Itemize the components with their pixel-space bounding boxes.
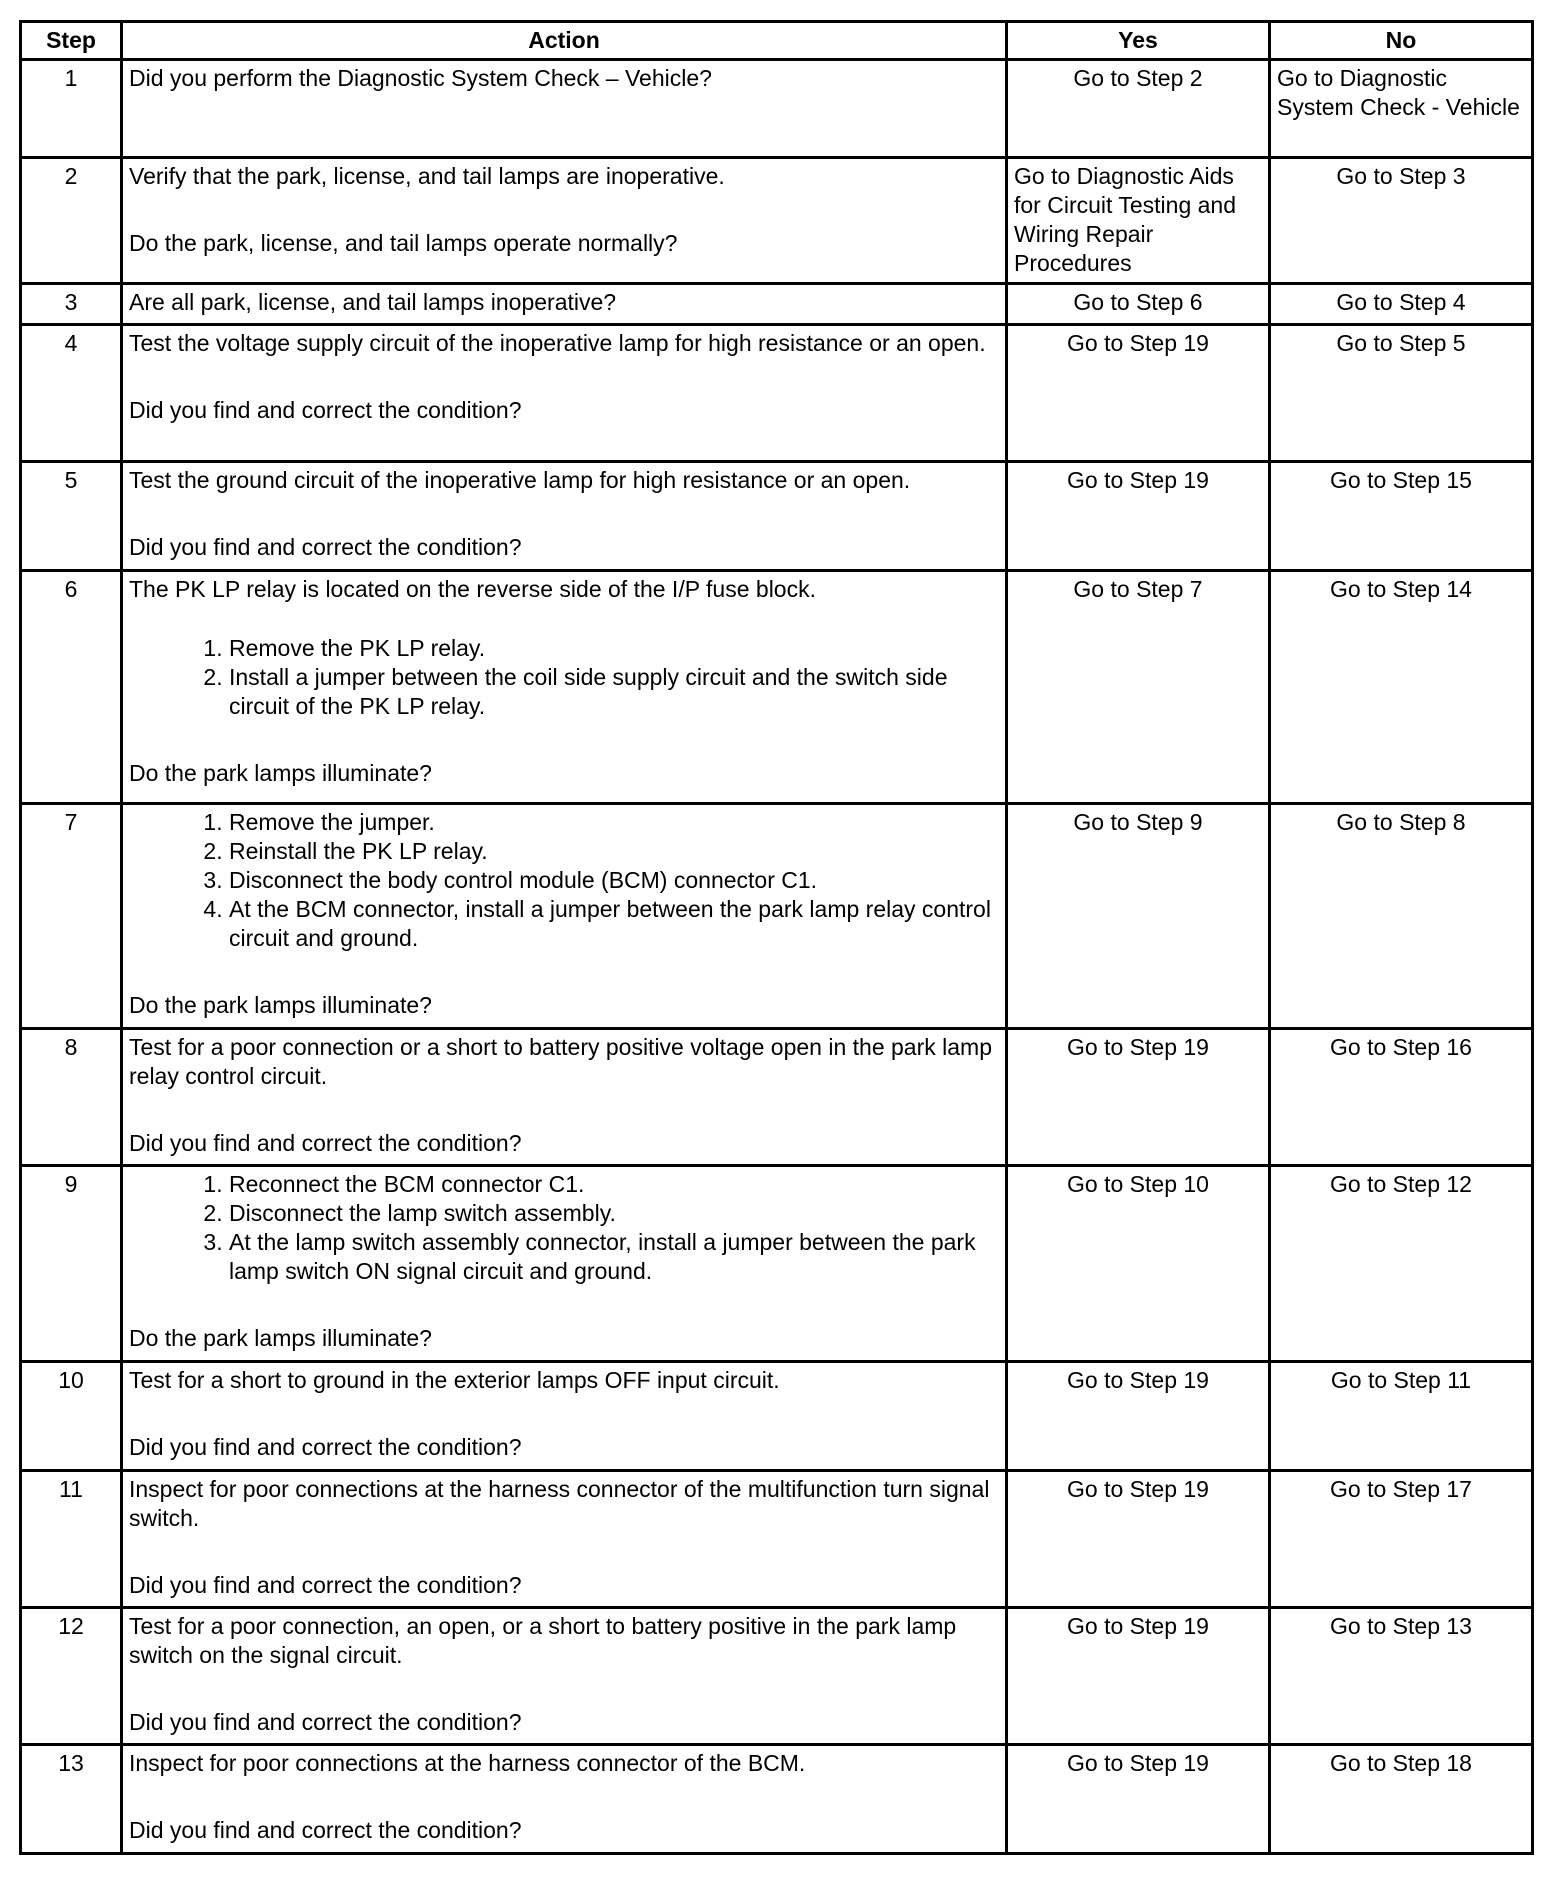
action-text: Test the ground circuit of the inoperative lamp for high resistance or an open.	[129, 467, 911, 493]
list-item: 1. Remove the PK LP relay.	[229, 634, 999, 663]
action-text: Verify that the park, license, and tail lamps are inoperative.	[129, 163, 725, 189]
action-text: Inspect for poor connections at the harness connector of the multifunction turn signal switch.	[129, 1476, 990, 1531]
action-text: Test for a short to ground in the exterior lamps OFF input circuit.	[129, 1367, 780, 1393]
action-text: Test for a poor connection or a short to battery positive voltage open in the park lamp relay control circuit.	[129, 1034, 992, 1089]
yes-cell: Go to Step 7	[1007, 571, 1270, 804]
list-item: 1. Remove the jumper.	[229, 808, 999, 837]
action-cell	[122, 284, 1007, 325]
no-cell: Go to Step 16	[1270, 1029, 1533, 1166]
table-row	[21, 1362, 1533, 1471]
no-cell: Go to Step 12	[1270, 1166, 1533, 1362]
step-number: 5	[21, 462, 122, 571]
action-question: Do the park lamps illuminate?	[129, 760, 432, 786]
step-number: 10	[21, 1362, 122, 1471]
action-cell	[122, 1029, 1007, 1166]
table-row	[21, 60, 1533, 158]
action-text: Test the voltage supply circuit of the inoperative lamp for high resistance or an open.	[129, 330, 986, 356]
procedure-list	[129, 1170, 999, 1286]
table-row	[21, 462, 1533, 571]
step-number: 3	[21, 284, 122, 325]
header-yes: Yes	[1007, 22, 1270, 60]
no-cell: Go to Step 18	[1270, 1745, 1533, 1854]
yes-cell: Go to Step 19	[1007, 1608, 1270, 1745]
step-number: 8	[21, 1029, 122, 1166]
no-cell: Go to Diagnostic System Check - Vehicle	[1270, 60, 1533, 158]
step-number: 6	[21, 571, 122, 804]
step-number: 4	[21, 325, 122, 462]
list-item: 1. Reconnect the BCM connector C1.	[229, 1170, 999, 1199]
yes-cell: Go to Step 19	[1007, 1362, 1270, 1471]
action-question: Did you find and correct the condition?	[129, 1709, 522, 1735]
table-row	[21, 1745, 1533, 1854]
step-number: 11	[21, 1471, 122, 1608]
action-cell	[122, 1471, 1007, 1608]
table-row	[21, 1471, 1533, 1608]
table-row	[21, 1608, 1533, 1745]
yes-cell: Go to Step 19	[1007, 325, 1270, 462]
action-cell	[122, 462, 1007, 571]
step-number: 12	[21, 1608, 122, 1745]
header-row	[21, 22, 1533, 60]
yes-cell: Go to Step 10	[1007, 1166, 1270, 1362]
procedure-list	[129, 634, 999, 721]
list-item: 3. At the lamp switch assembly connector, install a jumper between the park lamp switch ON signal circuit and ground.	[229, 1228, 999, 1286]
table-row	[21, 1166, 1533, 1362]
yes-cell: Go to Step 19	[1007, 462, 1270, 571]
procedure-list	[129, 808, 999, 953]
list-item: 2. Reinstall the PK LP relay.	[229, 837, 999, 866]
yes-cell: Go to Diagnostic Aids for Circuit Testing and Wiring Repair Procedures	[1007, 158, 1270, 284]
no-cell: Go to Step 13	[1270, 1608, 1533, 1745]
yes-cell: Go to Step 19	[1007, 1745, 1270, 1854]
no-cell: Go to Step 11	[1270, 1362, 1533, 1471]
no-cell: Go to Step 4	[1270, 284, 1533, 325]
header-step: Step	[21, 22, 122, 60]
yes-cell: Go to Step 2	[1007, 60, 1270, 158]
list-item: 3. Disconnect the body control module (BCM) connector C1.	[229, 866, 999, 895]
diagnostic-table	[19, 20, 1534, 1855]
action-cell	[122, 571, 1007, 804]
action-text: The PK LP relay is located on the reverse side of the I/P fuse block.	[129, 576, 816, 602]
action-cell	[122, 158, 1007, 284]
no-cell: Go to Step 17	[1270, 1471, 1533, 1608]
step-number: 9	[21, 1166, 122, 1362]
action-question: Did you find and correct the condition?	[129, 1130, 522, 1156]
action-question: Did you find and correct the condition?	[129, 1572, 522, 1598]
action-cell	[122, 804, 1007, 1029]
yes-cell: Go to Step 9	[1007, 804, 1270, 1029]
action-question: Did you find and correct the condition?	[129, 1434, 522, 1460]
yes-cell: Go to Step 6	[1007, 284, 1270, 325]
list-item: 4. At the BCM connector, install a jumper between the park lamp relay control circuit and ground.	[229, 895, 999, 953]
action-text: Inspect for poor connections at the harness connector of the BCM.	[129, 1750, 806, 1776]
table-row	[21, 158, 1533, 284]
step-number: 7	[21, 804, 122, 1029]
action-cell	[122, 60, 1007, 158]
step-number: 2	[21, 158, 122, 284]
action-question: Do the park, license, and tail lamps operate normally?	[129, 230, 678, 256]
no-cell: Go to Step 3	[1270, 158, 1533, 284]
action-text: Did you perform the Diagnostic System Check – Vehicle?	[129, 65, 712, 91]
action-cell	[122, 1362, 1007, 1471]
action-text: Are all park, license, and tail lamps inoperative?	[129, 289, 617, 315]
table-row	[21, 804, 1533, 1029]
no-cell: Go to Step 8	[1270, 804, 1533, 1029]
action-cell	[122, 1166, 1007, 1362]
action-text: Test for a poor connection, an open, or a short to battery positive in the park lamp switch on the signal circuit.	[129, 1613, 957, 1668]
action-cell	[122, 1745, 1007, 1854]
table-row	[21, 325, 1533, 462]
table-row	[21, 1029, 1533, 1166]
step-number: 1	[21, 60, 122, 158]
header-action: Action	[122, 22, 1007, 60]
table-row	[21, 284, 1533, 325]
no-cell: Go to Step 5	[1270, 325, 1533, 462]
list-item: 2. Install a jumper between the coil side supply circuit and the switch side circuit of the PK LP relay.	[229, 663, 999, 721]
list-item: 2. Disconnect the lamp switch assembly.	[229, 1199, 999, 1228]
header-no: No	[1270, 22, 1533, 60]
yes-cell: Go to Step 19	[1007, 1029, 1270, 1166]
no-cell: Go to Step 14	[1270, 571, 1533, 804]
action-question: Did you find and correct the condition?	[129, 397, 522, 423]
action-question: Did you find and correct the condition?	[129, 534, 522, 560]
yes-cell: Go to Step 19	[1007, 1471, 1270, 1608]
no-cell: Go to Step 15	[1270, 462, 1533, 571]
step-number: 13	[21, 1745, 122, 1854]
table-row	[21, 571, 1533, 804]
action-question: Do the park lamps illuminate?	[129, 992, 432, 1018]
action-question: Did you find and correct the condition?	[129, 1817, 522, 1843]
action-cell	[122, 1608, 1007, 1745]
action-cell	[122, 325, 1007, 462]
action-question: Do the park lamps illuminate?	[129, 1325, 432, 1351]
